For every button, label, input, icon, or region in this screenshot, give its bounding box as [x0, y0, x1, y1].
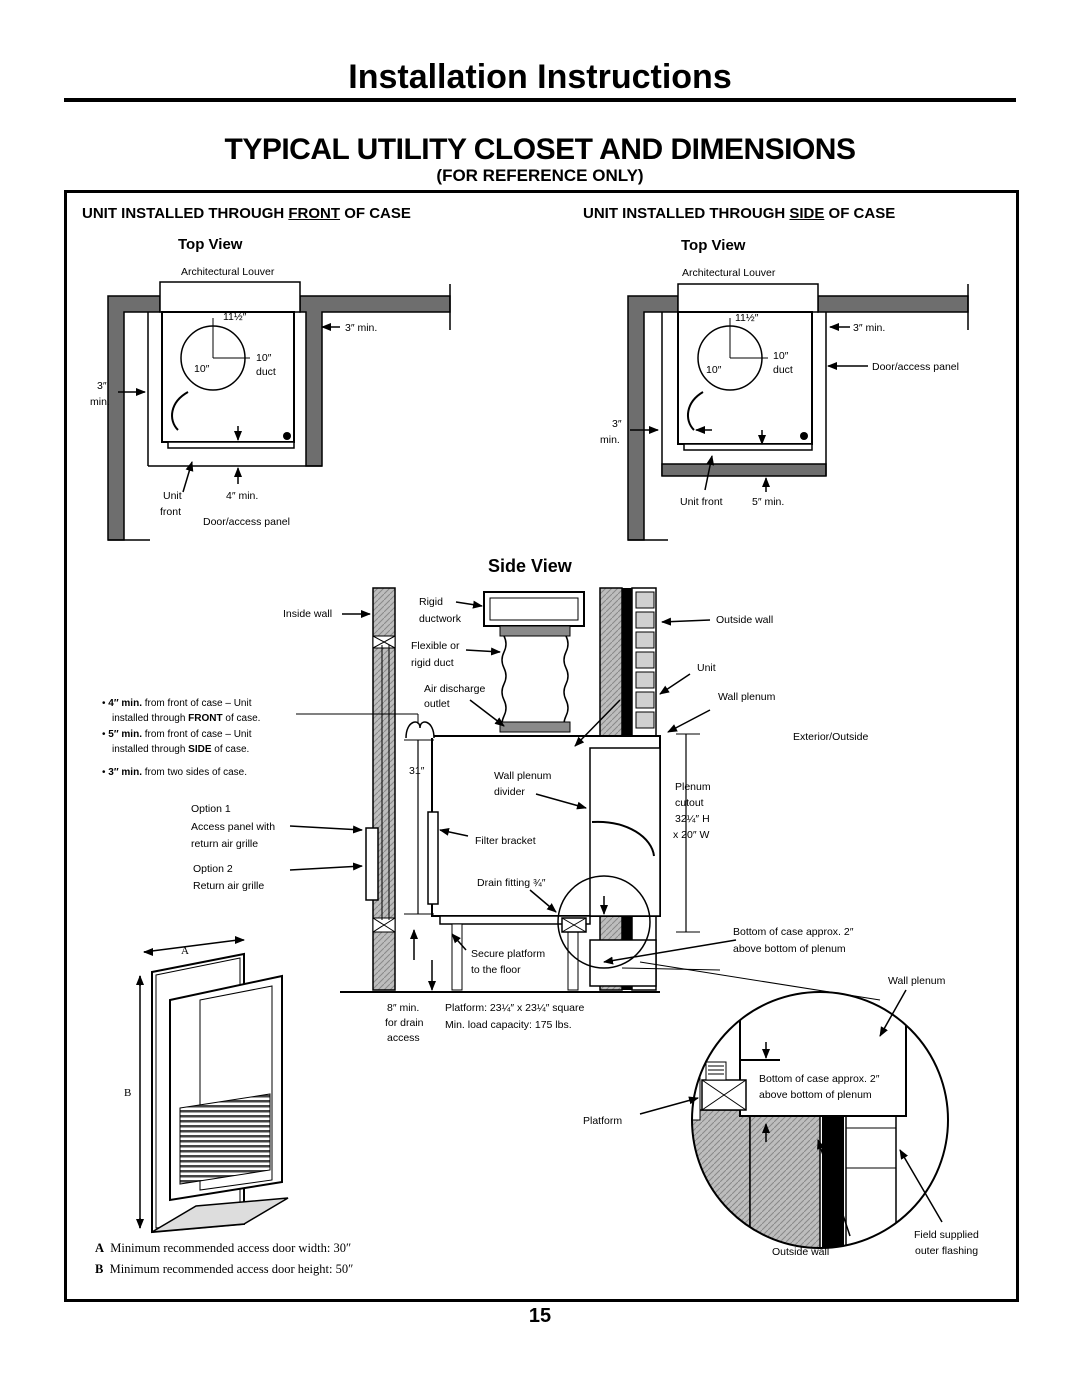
side-top-view-title: Top View: [681, 237, 746, 254]
note-side-clearance: • 5″ min. from front of case – Unit: [102, 729, 252, 740]
cutout-width-label: x 20″ W: [673, 829, 710, 841]
detail-outside-wall-label: Outside wall: [772, 1246, 830, 1258]
front-section-heading: UNIT INSTALLED THROUGH FRONT OF CASE: [82, 205, 411, 222]
side-unit-front-label: Unit front: [680, 496, 723, 508]
header-title: Installation Instructions: [348, 58, 732, 96]
front-clear-left-min-label: min.: [90, 396, 110, 408]
front-unit-label: Unit: [163, 490, 182, 502]
flashing-desc-label: outer flashing: [915, 1245, 979, 1257]
detail-platform-label: Platform: [583, 1115, 623, 1127]
access-grille-drawing: [140, 940, 288, 1232]
inside-wall-label: Inside wall: [283, 608, 333, 620]
side-clear-right-label: 3″ min.: [853, 322, 886, 334]
access-label: access: [387, 1032, 420, 1044]
plenum-divider-label: Wall plenum: [494, 770, 552, 782]
grille-width-marker: A: [181, 945, 189, 957]
detail-case-bottom-label: Bottom of case approx. 2″: [759, 1073, 880, 1085]
height-label: 31″: [409, 765, 425, 777]
side-door-label: Door/access panel: [872, 361, 959, 373]
platform-load-label: Min. load capacity: 175 lbs.: [445, 1019, 572, 1031]
note-front-clearance-cont: installed through FRONT of case.: [112, 713, 261, 724]
cutout-label: cutout: [675, 797, 704, 809]
side-min-label: 5″ min.: [752, 496, 785, 508]
divider-label: divider: [494, 786, 525, 798]
outside-wall-label: Outside wall: [716, 614, 774, 626]
filter-bracket-label: Filter bracket: [475, 835, 536, 847]
front-duct-diameter-label: 10″: [194, 363, 210, 375]
note-sides-clearance: • 3″ min. from two sides of case.: [102, 767, 248, 778]
front-clear-left-label: 3″: [97, 380, 107, 392]
front-louver-label: Architectural Louver: [181, 266, 275, 278]
detail-magnifier-drawing: [640, 990, 950, 1260]
exterior-label: Exterior/Outside: [793, 731, 869, 743]
side-top-view-drawing: [628, 284, 968, 540]
flexible-duct-label: Flexible or: [411, 640, 460, 652]
footnote-width: A Minimum recommended access door width: 30″: [95, 1241, 352, 1255]
front-top-view-drawing: [108, 282, 450, 540]
drain-fitting-label: Drain fitting ¾″: [477, 877, 546, 889]
rigid-label: Rigid: [419, 596, 443, 608]
front-width-label: 11½″: [223, 311, 247, 323]
side-duct-label: duct: [773, 364, 793, 376]
for-drain-label: for drain: [385, 1017, 424, 1029]
option1-grille-label: return air grille: [191, 838, 259, 850]
wall-plenum-label: Wall plenum: [718, 691, 776, 703]
cutout-height-label: 32¼″ H: [675, 813, 710, 825]
secure-platform-label: Secure platform: [471, 948, 546, 960]
page-number: 15: [528, 1305, 552, 1327]
note-side-clearance-cont: installed through SIDE of case.: [112, 744, 250, 755]
grille-height-marker: B: [124, 1087, 132, 1099]
rigid-duct-label: rigid duct: [411, 657, 454, 669]
footnote-height: B Minimum recommended access door height: 50″: [95, 1262, 354, 1276]
side-section-heading: UNIT INSTALLED THROUGH SIDE OF CASE: [583, 205, 896, 222]
front-clear-right-label: 3″ min.: [345, 322, 378, 334]
front-min-label: 4″ min.: [226, 490, 259, 502]
side-width-label: 11½″: [735, 312, 759, 324]
side-duct-diameter-label: 10″: [706, 364, 722, 376]
ductwork-label: ductwork: [419, 613, 462, 625]
unit-label: Unit: [697, 662, 716, 674]
detail-case-bottom-desc-label: above bottom of plenum: [759, 1089, 872, 1101]
option1-label: Option 1: [191, 803, 231, 815]
page-subtitle: (FOR REFERENCE ONLY): [436, 166, 644, 185]
case-bottom-label: Bottom of case approx. 2″: [733, 926, 854, 938]
outlet-label: outlet: [424, 698, 450, 710]
option2-label: Option 2: [193, 863, 233, 875]
flashing-label: Field supplied: [914, 1229, 979, 1241]
side-louver-label: Architectural Louver: [682, 267, 776, 279]
platform-size-label: Platform: 23¼″ x 23¼″ square: [445, 1002, 585, 1014]
plenum-cutout-label: Plenum: [675, 781, 711, 793]
drain-min-label: 8″ min.: [387, 1002, 420, 1014]
front-door-label: Door/access panel: [203, 516, 290, 528]
air-discharge-label: Air discharge: [424, 683, 486, 695]
case-bottom-desc-label: above bottom of plenum: [733, 943, 846, 955]
wall-plenum-detail-label: Wall plenum: [888, 975, 946, 987]
side-clear-left-label: 3″: [612, 418, 622, 430]
secure-floor-label: to the floor: [471, 964, 521, 976]
front-unit-front-label: front: [160, 506, 182, 518]
side-duct-height-label: 10″: [773, 350, 789, 362]
page-title: TYPICAL UTILITY CLOSET AND DIMENSIONS: [224, 133, 856, 166]
front-duct-label: duct: [256, 366, 276, 378]
option2-grille-label: Return air grille: [193, 880, 265, 892]
side-clear-left-min-label: min.: [600, 434, 620, 446]
front-top-view-title: Top View: [178, 236, 243, 253]
front-duct-height-label: 10″: [256, 352, 272, 364]
note-front-clearance: • 4″ min. from front of case – Unit: [102, 698, 252, 709]
option1-desc-label: Access panel with: [191, 821, 276, 833]
side-view-title: Side View: [488, 556, 572, 576]
